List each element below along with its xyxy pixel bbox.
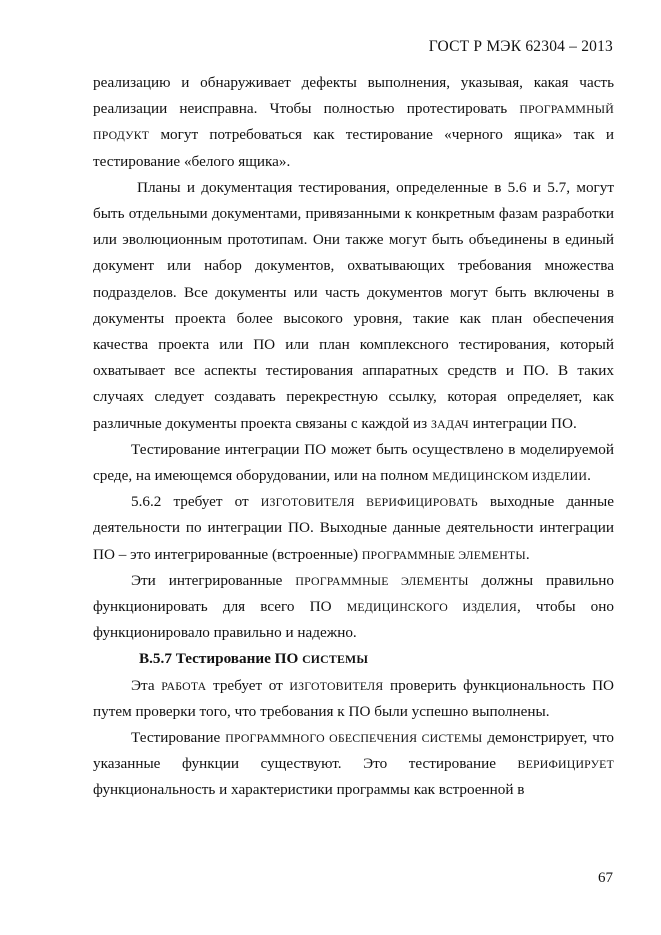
- text-run: интеграции ПО.: [468, 414, 577, 432]
- paragraph-2: [93, 175, 614, 437]
- text-run: могут потребоваться как тестирование «черного ящика» так и тестирование «белого ящика».: [93, 126, 614, 170]
- text-run: 5.6.2 требует от: [131, 493, 261, 511]
- text-run: функциональность и характеристики программы как встроенной в: [93, 781, 525, 799]
- term-manufacturer: ИЗГОТОВИТЕЛЯ: [289, 678, 384, 693]
- text-run: реализацию и обнаруживает дефекты выполнения, указывая, какая часть реализации неисправна. Чтобы полностью протестировать: [93, 74, 614, 118]
- text-run: Планы и документация тестирования, определенные в 5.6 и 5.7, могут быть отдельными документами, привязанными к конкретным фазам разработки или эволюционным прототипам. Они также могут быть объединены в единый документ или набор документов, охватывающих требования множества подразделов. Все документы или часть документов могут быть включены в документы проекта более высокого уровня, такие как план обеспечения качества проекта или ПО или план комплексного тестирования, который охватывает все аспекты тестирования аппаратных средств и ПО. В таких случаях следует создавать перекрестную ссылку, которая определяет, как различные документы проекта связаны с каждой из: [93, 178, 614, 432]
- text-run: должны правильно функционировать для всего ПО: [93, 571, 614, 616]
- term-verifies: ВЕРИФИЦИРУЕТ: [517, 757, 614, 772]
- term-manufacturer-verify: ИЗГОТОВИТЕЛЯ ВЕРИФИЦИРОВАТЬ: [260, 495, 478, 510]
- text-run: требует от: [206, 676, 290, 694]
- text-run: Эта: [131, 676, 162, 694]
- heading-text: В.5.7 Тестирование ПО: [139, 650, 303, 668]
- text-run: выходные данные деятельности по интеграции ПО. Выходные данные деятельности интеграции ПО – это интегрированные (встроенные): [93, 493, 614, 563]
- paragraph-3: [93, 437, 614, 489]
- term-medical-device: МЕДИЦИНСКОГО ИЗДЕЛИЯ: [346, 600, 517, 615]
- term-activity: РАБОТА: [161, 678, 207, 693]
- term-medical-device: МЕДИЦИНСКОМ ИЗДЕЛИИ: [432, 469, 588, 484]
- term-tasks: ЗАДАЧ: [430, 416, 469, 431]
- text-run: , чтобы оно функционировало правильно и надежно.: [93, 598, 614, 642]
- text-run: Тестирование: [131, 729, 226, 747]
- text-run: Эти интегрированные: [131, 571, 296, 589]
- paragraph-6: [93, 673, 614, 725]
- body-text: [93, 70, 614, 804]
- paragraph-7: [93, 725, 614, 804]
- page-header-standard-code: ГОСТ Р МЭК 62304 – 2013: [428, 38, 613, 55]
- text-run: проверить функциональность ПО путем проверки того, что требования к ПО были успешно выполнены.: [93, 676, 615, 720]
- paragraph-1: [93, 70, 614, 175]
- page-number: 67: [598, 870, 613, 886]
- text-run: .: [525, 545, 530, 563]
- text-run: Тестирование интеграции ПО может быть осуществлено в моделируемой среде, на имеющемся оборудовании, или на полном: [93, 440, 614, 485]
- text-run: .: [587, 467, 591, 485]
- term-system-software: ПРОГРАММНОГО ОБЕСПЕЧЕНИЯ СИСТЕМЫ: [225, 731, 483, 746]
- term-software-product: ПРОГРАММНЫЙ ПРОДУКТ: [93, 102, 614, 143]
- term-software-items: ПРОГРАММНЫЕ ЭЛЕМЕНТЫ: [295, 573, 469, 588]
- section-heading: [93, 646, 614, 672]
- paragraph-5: [93, 568, 614, 647]
- heading-term-system: СИСТЕМЫ: [302, 652, 369, 667]
- term-software-items: ПРОГРАММНЫЕ ЭЛЕМЕНТЫ: [361, 547, 526, 562]
- text-run: демонстрирует, что указанные функции существуют. Это тестирование: [93, 729, 614, 773]
- paragraph-4: [93, 489, 614, 568]
